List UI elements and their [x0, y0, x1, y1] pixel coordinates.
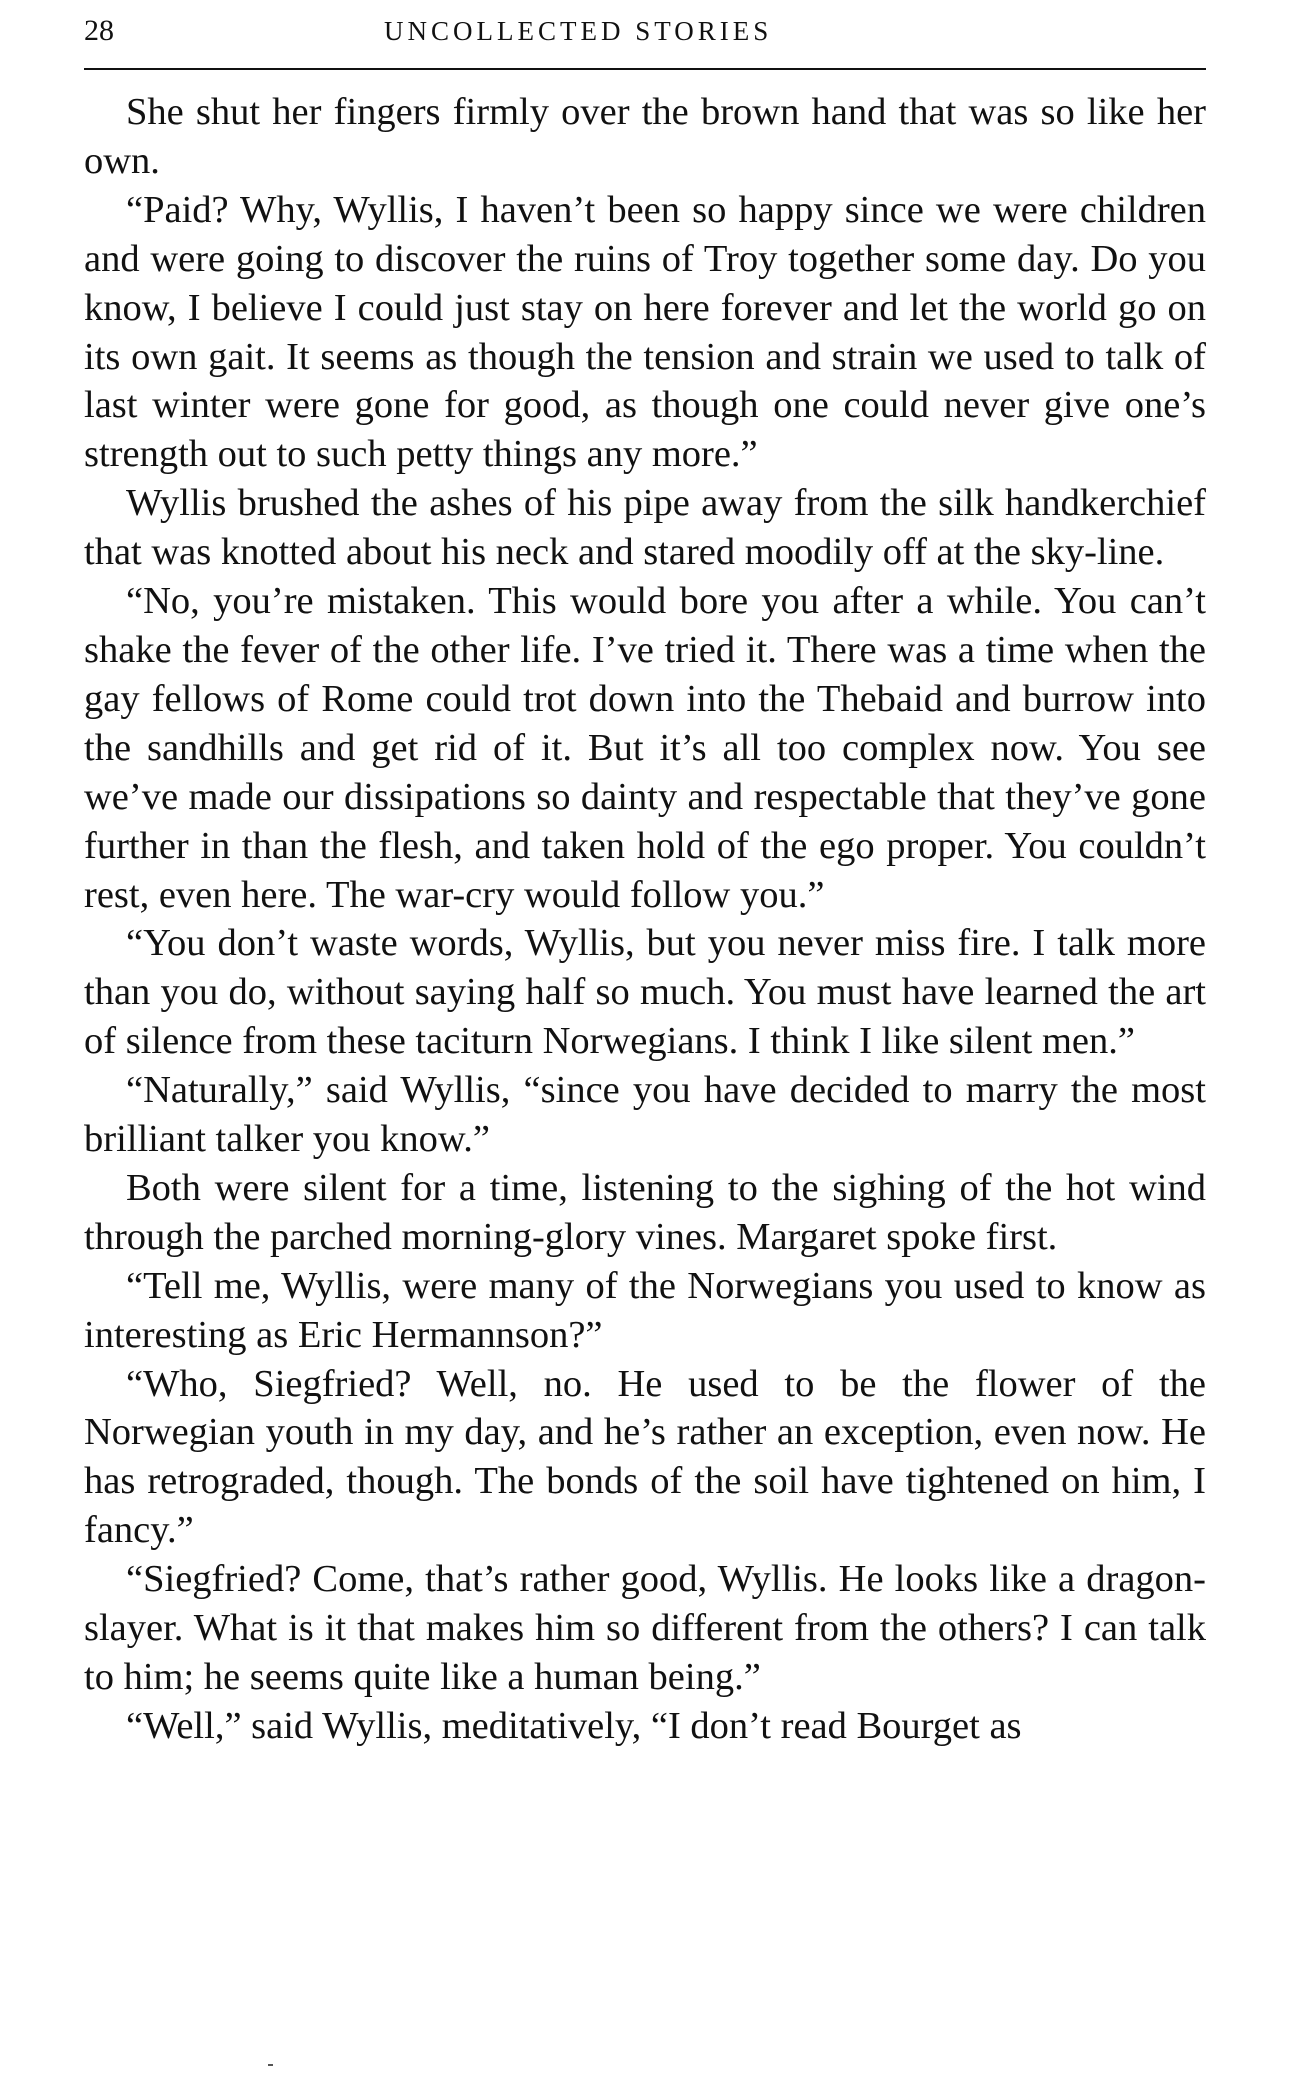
- paragraph: “No, you’re mistaken. This would bore you after a while. You can’t shake the fever of the other life. I’ve tried it. There was a time when the gay fellows of Rome could trot down into the Thebaid and burrow into the sandhills and get rid of it. But it’s all too complex now. You see we’ve made our dissipations so dainty and respectable that they’ve gone further in than the flesh, and taken hold of the ego proper. You couldn’t rest, even here. The war-cry would follow you.”: [84, 580, 1206, 916]
- paragraph: “Paid? Why, Wyllis, I haven’t been so happy since we were children and were going to discover the ruins of Troy together some day. Do you know, I believe I could just stay on here forever and let the world go on its own gait. It seems as though the tension and strain we used to talk of last winter were gone for good, as though one could never give one’s strength out to such petty things any more.”: [84, 188, 1206, 476]
- paragraph: Both were silent for a time, listening to the sighing of the hot wind through the parched morning-glory vines. Margaret spoke first.: [84, 1166, 1206, 1258]
- running-head: UNCOLLECTED STORIES: [384, 16, 773, 46]
- body-text: [84, 88, 1206, 1751]
- stray-ink-mark: [268, 2064, 273, 2066]
- paragraph: She shut her fingers firmly over the brown hand that was so like her own.: [84, 91, 1206, 182]
- paragraph: “Well,” said Wyllis, meditatively, “I don’t read Bourget as: [126, 1704, 1022, 1747]
- paragraph: “Tell me, Wyllis, were many of the Norwegians you used to know as interesting as Eric Hermannson?”: [84, 1264, 1206, 1356]
- paragraph: “Siegfried? Come, that’s rather good, Wyllis. He looks like a dragon-slayer. What is it that makes him so different from the others? I can talk to him; he seems quite like a human being.”: [84, 1558, 1206, 1698]
- paragraph: Wyllis brushed the ashes of his pipe away from the silk handkerchief that was knotted about his neck and stared moodily off at the sky-line.: [84, 482, 1206, 574]
- paragraph: “Naturally,” said Wyllis, “since you have decided to marry the most brilliant talker you know.”: [84, 1069, 1206, 1161]
- paragraph: “Who, Siegfried? Well, no. He used to be the flower of the Norwegian youth in my day, and he’s rather an exception, even now. He has retrograded, though. The bonds of the soil have tightened on him, I fancy.”: [84, 1362, 1206, 1552]
- page-number: 28: [84, 14, 114, 47]
- header-rule: [84, 68, 1206, 70]
- paragraph: “You don’t waste words, Wyllis, but you never miss fire. I talk more than you do, without saying half so much. You must have learned the art of silence from these taciturn Norwegians. I think I like silent men.”: [84, 922, 1206, 1063]
- page-header: [84, 10, 1206, 62]
